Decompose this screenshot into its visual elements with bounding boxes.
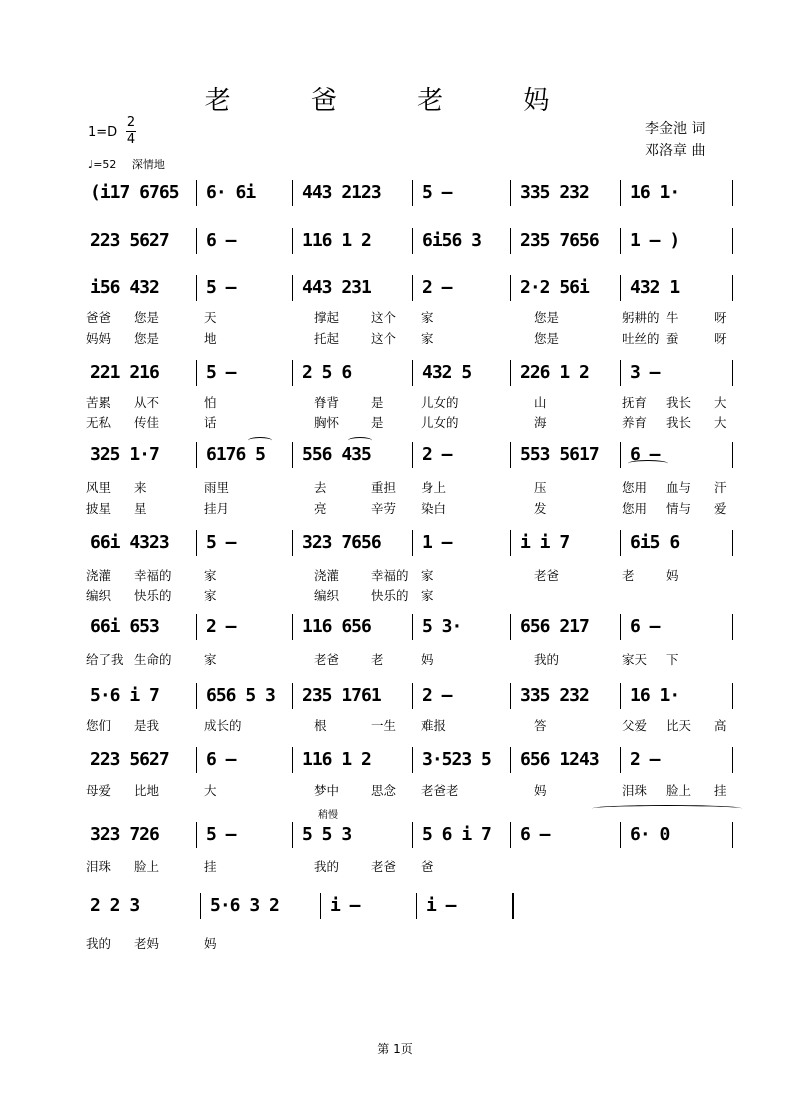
lyric-word: 快乐的 (371, 588, 409, 603)
measure: (i17 6765 (90, 182, 179, 203)
measure: 5 – (206, 277, 236, 298)
lyric-word: 比地 (134, 783, 160, 798)
lyric-word: 您是 (134, 310, 160, 325)
measure: 2 2 3 (90, 895, 140, 916)
score-system (86, 530, 738, 558)
bar-line (292, 180, 293, 206)
measure: 6 – (520, 824, 550, 845)
measure: 2 – (422, 277, 452, 298)
time-signature (126, 116, 136, 147)
bar-line (732, 442, 733, 468)
bar-line (196, 822, 197, 848)
lyric-word: 大 (204, 783, 217, 798)
measure: i i 7 (520, 532, 570, 553)
bar-line (620, 275, 621, 301)
bar-line (196, 360, 197, 386)
lyric-word: 辛劳 (371, 501, 397, 516)
bar-line (196, 275, 197, 301)
bar-line (620, 614, 621, 640)
lyric-word: 大 (714, 415, 727, 430)
lyric-word: 家 (204, 652, 217, 667)
slur-mark (592, 805, 742, 812)
score-system (86, 614, 738, 642)
measure: 5·6 3 2 (210, 895, 279, 916)
measure: 335 232 (520, 182, 589, 203)
bar-line (620, 747, 621, 773)
lyric-word: 儿女的 (421, 395, 459, 410)
bar-line (732, 530, 733, 556)
measure: 116 1 2 (302, 749, 371, 770)
score-system (86, 683, 738, 711)
slur-mark (248, 437, 272, 444)
measure: 6176 5 (206, 444, 266, 465)
time-signature-bottom: 4 (126, 132, 136, 147)
score-system (86, 360, 738, 388)
lyric-word: 呀 (714, 331, 727, 346)
bar-line (620, 683, 621, 709)
lyric-word: 难报 (421, 718, 447, 733)
bar-line (412, 228, 413, 254)
lyric-word: 您是 (534, 331, 560, 346)
bar-line (412, 275, 413, 301)
lyric-word: 比天 (666, 718, 692, 733)
bar-line (732, 683, 733, 709)
score-system (86, 822, 738, 850)
measure: 6 – (206, 230, 236, 251)
key-signature: 1=D (88, 125, 118, 140)
lyric-word: 家 (421, 331, 434, 346)
measure: 66i 4323 (90, 532, 169, 553)
bar-line (200, 893, 201, 919)
lyric-word: 老 (622, 568, 635, 583)
bar-line (412, 683, 413, 709)
measure: 323 7656 (302, 532, 381, 553)
lyric-word: 梦中 (314, 783, 340, 798)
measure: 221 216 (90, 362, 159, 383)
bar-line (620, 442, 621, 468)
lyric-word: 根 (314, 718, 327, 733)
bar-line (412, 747, 413, 773)
lyric-word: 我的 (314, 859, 340, 874)
measure: 1 – ) (630, 230, 680, 251)
lyric-word: 妈妈 (86, 331, 112, 346)
lyric-word: 妈 (534, 783, 547, 798)
score-system (86, 275, 738, 303)
measure: 5 – (422, 182, 452, 203)
lyric-word: 呀 (714, 310, 727, 325)
bar-line (412, 442, 413, 468)
lyric-word: 您们 (86, 718, 112, 733)
bar-line (510, 530, 511, 556)
measure: 235 7656 (520, 230, 599, 251)
lyric-word: 高 (714, 718, 727, 733)
lyric-word: 怕 (204, 395, 217, 410)
bar-line (292, 530, 293, 556)
measure: 6 – (206, 749, 236, 770)
measure: 656 217 (520, 616, 589, 637)
bar-line (510, 683, 511, 709)
lyric-word: 家天 (622, 652, 648, 667)
song-title: 老 爸 老 妈 (204, 86, 586, 116)
lyric-word: 家 (421, 588, 434, 603)
lyric-word: 我的 (86, 936, 112, 951)
lyric-word: 妈 (204, 936, 217, 951)
lyric-word: 爱 (714, 501, 727, 516)
lyric-word: 苦累 (86, 395, 112, 410)
measure: 6· 6i (206, 182, 256, 203)
lyric-word: 压 (534, 480, 547, 495)
lyric-word: 老爸 (314, 652, 340, 667)
bar-line (412, 822, 413, 848)
slur-mark (348, 437, 372, 444)
bar-line (196, 614, 197, 640)
lyric-word: 重担 (371, 480, 397, 495)
lyric-word: 大 (714, 395, 727, 410)
lyric-word: 家 (204, 588, 217, 603)
measure: 116 1 2 (302, 230, 371, 251)
bar-line (196, 530, 197, 556)
lyric-word: 编织 (86, 588, 112, 603)
lyric-word: 下 (666, 652, 679, 667)
measure: 323 726 (90, 824, 159, 845)
lyric-word: 浇灌 (86, 568, 112, 583)
lyric-word: 老爸 (534, 568, 560, 583)
bar-line (732, 614, 733, 640)
bar-line (292, 228, 293, 254)
expression-marking: 深情地 (131, 158, 165, 171)
tempo-value: ♩=52 (88, 158, 117, 171)
measure: i – (330, 895, 360, 916)
measure: 2 5 6 (302, 362, 352, 383)
lyric-word: 我长 (666, 415, 692, 430)
bar-line (292, 360, 293, 386)
composer-credit: 邓洛章 曲 (645, 143, 706, 159)
lyric-word: 天 (204, 310, 217, 325)
bar-line (320, 893, 321, 919)
lyric-word: 您是 (134, 331, 160, 346)
measure: 6· 0 (630, 824, 670, 845)
bar-line (510, 360, 511, 386)
measure: 5 6 i 7 (422, 824, 491, 845)
bar-line (510, 822, 511, 848)
lyric-word: 山 (534, 395, 547, 410)
measure: 556 435 (302, 444, 371, 465)
bar-line (412, 360, 413, 386)
tempo-marking (88, 156, 165, 172)
measure: 3·523 5 (422, 749, 491, 770)
lyric-word: 是 (371, 415, 384, 430)
score-system (86, 180, 738, 208)
measure: 432 1 (630, 277, 680, 298)
measure: 6i56 3 (422, 230, 482, 251)
lyric-word: 吐丝的 (622, 331, 660, 346)
lyric-word: 话 (204, 415, 217, 430)
bar-line (196, 228, 197, 254)
bar-line (196, 683, 197, 709)
measure: 443 2123 (302, 182, 381, 203)
lyric-word: 蚕 (666, 331, 679, 346)
bar-line (732, 180, 733, 206)
lyricist-credit: 李金池 词 (645, 121, 706, 137)
measure: 2 – (630, 749, 660, 770)
lyric-word: 幸福的 (371, 568, 409, 583)
bar-line (412, 530, 413, 556)
measure: 223 5627 (90, 749, 169, 770)
bar-line (292, 683, 293, 709)
lyric-word: 地 (204, 331, 217, 346)
lyric-word: 老爸 (371, 859, 397, 874)
score-system (86, 893, 738, 921)
bar-line (510, 228, 511, 254)
lyric-word: 成长的 (204, 718, 242, 733)
measure: 6i5 6 (630, 532, 680, 553)
bar-line (732, 275, 733, 301)
bar-line (412, 614, 413, 640)
lyric-word: 雨里 (204, 480, 230, 495)
lyric-word: 情与 (666, 501, 692, 516)
measure: i – (426, 895, 456, 916)
measure: 553 5617 (520, 444, 599, 465)
lyric-word: 披星 (86, 501, 112, 516)
bar-line (196, 747, 197, 773)
measure: 16 1· (630, 685, 680, 706)
measure: 5 – (206, 532, 236, 553)
lyric-word: 这个 (371, 310, 397, 325)
lyric-word: 这个 (371, 331, 397, 346)
lyric-word: 去 (314, 480, 327, 495)
lyric-word: 海 (534, 415, 547, 430)
lyric-word: 妈 (421, 652, 434, 667)
lyric-word: 一生 (371, 718, 397, 733)
measure: 656 5 3 (206, 685, 275, 706)
lyric-word: 您用 (622, 501, 648, 516)
measure: 223 5627 (90, 230, 169, 251)
lyric-word: 是我 (134, 718, 160, 733)
bar-line (620, 228, 621, 254)
lyric-word: 胸怀 (314, 415, 340, 430)
bar-line (196, 442, 197, 468)
lyric-word: 挂月 (204, 501, 230, 516)
lyric-word: 浇灌 (314, 568, 340, 583)
measure: 335 232 (520, 685, 589, 706)
lyric-word: 脊背 (314, 395, 340, 410)
lyric-word: 您是 (534, 310, 560, 325)
measure: 3 – (630, 362, 660, 383)
lyric-word: 亮 (314, 501, 327, 516)
bar-line (292, 822, 293, 848)
measure: 116 656 (302, 616, 371, 637)
bar-line (620, 360, 621, 386)
slow-annotation: 稍慢 (318, 810, 338, 821)
lyric-word: 风里 (86, 480, 112, 495)
lyric-word: 从不 (134, 395, 160, 410)
measure: 2·2 56i (520, 277, 589, 298)
lyric-word: 无私 (86, 415, 112, 430)
measure: 5 – (206, 362, 236, 383)
measure: 432 5 (422, 362, 472, 383)
bar-line (292, 442, 293, 468)
measure: 235 1761 (302, 685, 381, 706)
lyric-word: 星 (134, 501, 147, 516)
lyric-word: 脸上 (666, 783, 692, 798)
lyric-word: 来 (134, 480, 147, 495)
lyric-word: 家 (421, 568, 434, 583)
lyric-word: 染白 (421, 501, 447, 516)
measure: 2 – (206, 616, 236, 637)
bar-line (510, 747, 511, 773)
lyric-word: 血与 (666, 480, 692, 495)
lyric-word: 是 (371, 395, 384, 410)
measure: 325 1·7 (90, 444, 159, 465)
lyric-word: 牛 (666, 310, 679, 325)
time-signature-top: 2 (126, 115, 136, 130)
lyric-word: 泪珠 (622, 783, 648, 798)
lyric-word: 家 (421, 310, 434, 325)
page-footer: 第 1页 (377, 1042, 413, 1056)
lyric-word: 托起 (314, 331, 340, 346)
lyric-word: 抚育 (622, 395, 648, 410)
lyric-word: 给了我 (86, 652, 124, 667)
lyric-word: 妈 (666, 568, 679, 583)
bar-line (510, 614, 511, 640)
bar-line (510, 275, 511, 301)
lyric-word: 老爸老 (421, 783, 459, 798)
bar-line (416, 893, 417, 919)
bar-line (510, 442, 511, 468)
lyric-word: 老 (371, 652, 384, 667)
lyric-word: 身上 (421, 480, 447, 495)
measure: 226 1 2 (520, 362, 589, 383)
lyric-word: 儿女的 (421, 415, 459, 430)
lyric-word: 挂 (714, 783, 727, 798)
measure: 5·6 i 7 (90, 685, 159, 706)
bar-line (620, 822, 621, 848)
lyric-word: 养育 (622, 415, 648, 430)
measure: 1 – (422, 532, 452, 553)
score-system (86, 228, 738, 256)
measure: 443 231 (302, 277, 371, 298)
lyric-word: 发 (534, 501, 547, 516)
measure: 5 3· (422, 616, 462, 637)
measure: 16 1· (630, 182, 680, 203)
lyric-word: 我的 (534, 652, 560, 667)
slur-mark (628, 460, 668, 467)
lyric-word: 撑起 (314, 310, 340, 325)
bar-line (292, 275, 293, 301)
lyric-word: 答 (534, 718, 547, 733)
score-system (86, 747, 738, 775)
bar-line (412, 180, 413, 206)
bar-line (292, 614, 293, 640)
lyric-word: 泪珠 (86, 859, 112, 874)
measure: 6 – (630, 444, 660, 465)
bar-line (732, 360, 733, 386)
bar-line (620, 530, 621, 556)
bar-line (620, 180, 621, 206)
bar-line (512, 893, 514, 919)
lyric-word: 母爱 (86, 783, 112, 798)
lyric-word: 脸上 (134, 859, 160, 874)
measure: 66i 653 (90, 616, 159, 637)
measure: 5 5 3 (302, 824, 352, 845)
bar-line (732, 228, 733, 254)
lyric-word: 我长 (666, 395, 692, 410)
lyric-word: 快乐的 (134, 588, 172, 603)
bar-line (732, 747, 733, 773)
measure: i56 432 (90, 277, 159, 298)
lyric-word: 幸福的 (134, 568, 172, 583)
lyric-word: 老妈 (134, 936, 160, 951)
lyric-word: 爸 (421, 859, 434, 874)
measure: 5 – (206, 824, 236, 845)
lyric-word: 思念 (371, 783, 397, 798)
lyric-word: 您用 (622, 480, 648, 495)
lyric-word: 父爱 (622, 718, 648, 733)
measure: 2 – (422, 444, 452, 465)
bar-line (292, 747, 293, 773)
measure: 6 – (630, 616, 660, 637)
measure: 2 – (422, 685, 452, 706)
lyric-word: 家 (204, 568, 217, 583)
lyric-word: 传佳 (134, 415, 160, 430)
lyric-word: 生命的 (134, 652, 172, 667)
lyric-word: 爸爸 (86, 310, 112, 325)
lyric-word: 躬耕的 (622, 310, 660, 325)
lyric-word: 汗 (714, 480, 727, 495)
bar-line (732, 822, 733, 848)
bar-line (510, 180, 511, 206)
lyric-word: 编织 (314, 588, 340, 603)
measure: 656 1243 (520, 749, 599, 770)
lyric-word: 挂 (204, 859, 217, 874)
bar-line (196, 180, 197, 206)
